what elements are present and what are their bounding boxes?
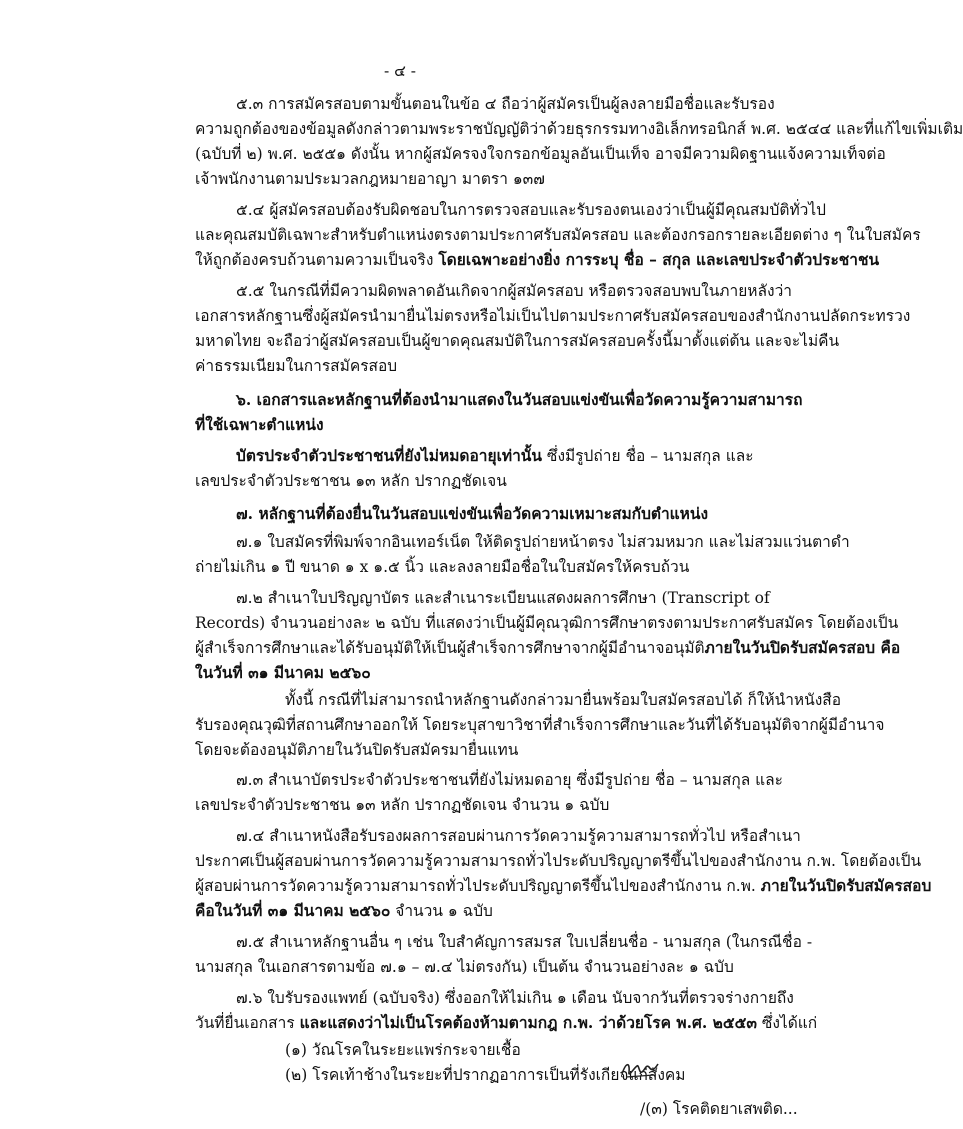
page-number: - ๔ - [383,62,417,80]
disease-item-2: (๒) โรคเท้าช้างในระยะที่ปรากฏอาการเป็นที่รังเกียจแก่สังคม [285,1066,686,1084]
item-7-6-line-1: ๗.๖ ใบรับรองแพทย์ (ฉบับจริง) ซึ่งออกให้ไม่เกิน ๑ เดือน นับจากวันที่ตรวจร่างกายถึง [236,989,794,1007]
section-5-3-line-1: ๕.๓ การสมัครสอบตามขั้นตอนในข้อ ๔ ถือว่าผู้สมัครเป็นผู้ลงลายมือชื่อและรับรอง [236,95,775,113]
section-6-heading-line-2: ที่ใช้เฉพาะตำแหน่ง [195,415,324,434]
item-7-2-note-line-1: ทั้งนี้ กรณีที่ไม่สามารถนำหลักฐานดังกล่าวมายื่นพร้อมใบสมัครสอบได้ ก็ให้นำหนังสือ [285,691,842,709]
section-5-5-line-4: ค่าธรรมเนียมในการสมัครสอบ [195,357,398,375]
section-5-4-emphasis: โดยเฉพาะอย่างยิ่ง การระบุ ชื่อ – สกุล และเลขประจำตัวประชาชน [438,250,880,269]
item-7-6-line-2-text: วันที่ยื่นเอกสาร [195,1014,300,1032]
item-7-6-line-2-rest: ซึ่งได้แก่ [756,1014,818,1032]
section-5-5-line-2: เอกสารหลักฐานซึ่งผู้สมัครนำมายื่นไม่ตรงหรือไม่เป็นไปตามประกาศรับสมัครสอบของสำนักงานปลัดกระทรวง [195,307,911,325]
section-5-4-line-2: และคุณสมบัติเฉพาะสำหรับตำแหน่งตรงตามประกาศรับสมัครสอบ และต้องกรอกรายละเอียดต่าง ๆ ในใบสมัคร [195,226,921,244]
item-7-1-line-1: ๗.๑ ใบสมัครที่พิมพ์จากอินเทอร์เน็ต ให้ติดรูปถ่ายหน้าตรง ไม่สวมหมวก และไม่สวมแว่นตาดำ [236,533,850,551]
item-7-4-line-3 [195,876,932,896]
item-7-1-line-2: ถ่ายไม่เกิน ๑ ปี ขนาด ๑ x ๑.๕ นิ้ว และลงลายมือชื่อในใบสมัครให้ครบถ้วน [195,558,690,576]
section-5-3-line-4: เจ้าพนักงานตามประมวลกฎหมายอาญา มาตรา ๑๓๗ [195,170,545,188]
section-5-4-line-3 [195,250,880,270]
item-7-2-note-line-3: โดยจะต้องอนุมัติภายในวันปิดรับสมัครมายื่นแทน [195,741,519,759]
section-5-4-line-1: ๕.๔ ผู้สมัครสอบต้องรับผิดชอบในการตรวจสอบและรับรองตนเองว่าเป็นผู้มีคุณสมบัติทั่วไป [236,201,827,219]
item-7-2-deadline-emphasis: ภายในวันปิดรับสมัครสอบ คือ [704,638,901,657]
section-6-id-card-line-2: เลขประจำตัวประชาชน ๑๓ หลัก ปรากฏชัดเจน [195,472,507,490]
section-6-id-card-emphasis: บัตรประจำตัวประชาชนที่ยังไม่หมดอายุเท่านั้น [236,446,542,465]
item-7-3-line-2: เลขประจำตัวประชาชน ๑๓ หลัก ปรากฏชัดเจน จำนวน ๑ ฉบับ [195,796,610,814]
item-7-2-line-1: ๗.๒ สำเนาใบปริญญาบัตร และสำเนาระเบียนแสดงผลการศึกษา (Transcript of [236,589,770,607]
initials-signature [620,1058,660,1080]
item-7-4-deadline-emphasis: ภายในวันปิดรับสมัครสอบ [760,876,932,895]
item-7-5-line-1: ๗.๕ สำเนาหลักฐานอื่น ๆ เช่น ใบสำคัญการสมรส ใบเปลี่ยนชื่อ - นามสกุล (ในกรณีชื่อ - [236,933,813,951]
item-7-2-line-3-text: ผู้สำเร็จการศึกษาและได้รับอนุมัติให้เป็นผู้สำเร็จการศึกษาจากผู้มีอำนาจอนุมัติ [195,639,705,657]
item-7-6-line-2 [195,1013,818,1033]
item-7-5-line-2: นามสกุล ในเอกสารตามข้อ ๗.๑ – ๗.๔ ไม่ตรงกัน) เป็นต้น จำนวนอย่างละ ๑ ฉบับ [195,958,734,976]
item-7-3-line-1: ๗.๓ สำเนาบัตรประจำตัวประชาชนที่ยังไม่หมดอายุ ซึ่งมีรูปถ่าย ชื่อ – นามสกุล และ [236,771,783,789]
item-7-2-line-2: Records) จำนวนอย่างละ ๒ ฉบับ ที่แสดงว่าเป็นผู้มีคุณวุฒิการศึกษาตรงตามประกาศรับสมัคร โดยต้องเป็น [195,614,899,632]
item-7-2-deadline-date: ในวันที่ ๓๑ มีนาคม ๒๕๖๐ [195,663,371,682]
item-7-4-deadline-date: คือในวันที่ ๓๑ มีนาคม ๒๕๖๐ [195,901,391,920]
section-5-5-line-3: มหาดไทย จะถือว่าผู้สมัครสอบเป็นผู้ขาดคุณสมบัติในการสมัครสอบครั้งนี้มาตั้งแต่ต้น และจะไม่คืน [195,332,840,350]
item-7-4-copies: จำนวน ๑ ฉบับ [390,902,493,920]
item-7-2-line-3 [195,638,901,658]
item-7-4-line-3-text: ผู้สอบผ่านการวัดความรู้ความสามารถทั่วไประดับปริญญาตรีขึ้นไปของสำนักงาน ก.พ. [195,877,761,895]
item-7-4-line-4 [195,901,750,921]
item-7-6-emphasis: และแสดงว่าไม่เป็นโรคต้องห้ามตามกฎ ก.พ. ว่าด้วยโรค พ.ศ. ๒๕๕๓ [299,1013,757,1032]
section-6-heading-line-1: ๖. เอกสารและหลักฐานที่ต้องนำมาแสดงในวันสอบแข่งขันเพื่อวัดความรู้ความสามารถ [236,390,803,409]
section-5-5-line-1: ๕.๕ ในกรณีที่มีความผิดพลาดอันเกิดจากผู้สมัครสอบ หรือตรวจสอบพบในภายหลังว่า [236,282,792,300]
section-5-3-line-2: ความถูกต้องของข้อมูลดังกล่าวตามพระราชบัญญัติว่าด้วยธุรกรรมทางอิเล็กทรอนิกส์ พ.ศ. ๒๕๔๔ และที่แก้ไขเพิ่มเติม [195,120,963,138]
item-7-2-note-line-2: รับรองคุณวุฒิที่สถานศึกษาออกให้ โดยระบุสาขาวิชาที่สำเร็จการศึกษาและวันที่ได้รับอนุมัติจากผู้มีอำนาจ [195,716,885,734]
section-5-4-line-3-text: ให้ถูกต้องครบถ้วนตามความเป็นจริง [195,251,439,269]
section-7-heading: ๗. หลักฐานที่ต้องยื่นในวันสอบแข่งขันเพื่อวัดความเหมาะสมกับตำแหน่ง [236,504,709,523]
continuation-footer: /(๓) โรคติดยาเสพติด... [640,1100,798,1118]
section-6-id-card-rest: ซึ่งมีรูปถ่าย ชื่อ – นามสกุล และ [542,447,754,465]
section-5-3-line-3: (ฉบับที่ ๒) พ.ศ. ๒๕๕๑ ดังนั้น หากผู้สมัครจงใจกรอกข้อมูลอันเป็นเท็จ อาจมีความผิดฐานแจ้งความเท็จต่อ [195,145,886,163]
disease-item-1: (๑) วัณโรคในระยะแพร่กระจายเชื้อ [285,1041,521,1059]
item-7-4-line-1: ๗.๔ สำเนาหนังสือรับรองผลการสอบผ่านการวัดความรู้ความสามารถทั่วไป หรือสำเนา [236,827,801,845]
item-7-4-line-2: ประกาศเป็นผู้สอบผ่านการวัดความรู้ความสามารถทั่วไประดับปริญญาตรีขึ้นไปของสำนักงาน ก.พ. โดยต้องเป็น [195,852,922,870]
section-6-id-card-line-1 [236,446,754,466]
